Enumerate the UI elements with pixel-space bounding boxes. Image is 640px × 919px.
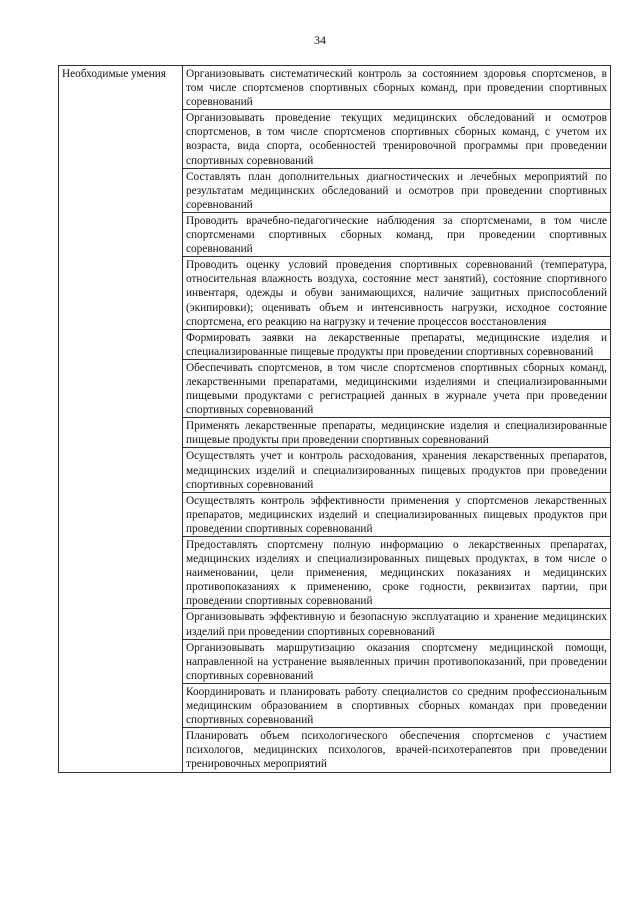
skill-item: Координировать и планировать работу специалистов со средним профессиональным медицинским образованием в спортивных сборных командах при проведении спортивных соревнований: [183, 683, 611, 727]
skill-item: Организовывать эффективную и безопасную эксплуатацию и хранение медицинских изделий при проведении спортивных соревнований: [183, 609, 611, 639]
skill-item: Обеспечивать спортсменов, в том числе спортсменов спортивных сборных команд, лекарственными препаратами, медицинскими изделиями и специализированными пищевыми продуктами с регистрацией данных в журнале учета при проведении спортивных соревнований: [183, 359, 611, 417]
table-row: [59, 66, 611, 110]
row-label: Необходимые умения: [59, 66, 183, 773]
skill-item: Организовывать проведение текущих медицинских обследований и осмотров спортсменов, в том числе спортсменов спортивных сборных команд, с учетом их возраста, вида спорта, особенностей тренировочной программы при проведении спортивных соревнований: [183, 110, 611, 168]
skill-item: Формировать заявки на лекарственные препараты, медицинские изделия и специализированные пищевые продукты при проведении спортивных соревнований: [183, 329, 611, 359]
skill-item: Проводить оценку условий проведения спортивных соревнований (температура, относительная влажность воздуха, состояние мест занятий), состояние спортивного инвентаря, одежды и обуви занимающихся, наличие защитных приспособлений (экипировки); оценивать объем и интенсивность нагрузки, исходное состояние спортсмена, его реакцию на нагрузку и течение процессов восстановления: [183, 257, 611, 329]
skills-table: [58, 65, 611, 773]
skill-item: Осуществлять учет и контроль расходования, хранения лекарственных препаратов, медицинских изделий и специализированных пищевых продуктов при проведении спортивных соревнований: [183, 448, 611, 492]
page-number: 34: [314, 33, 326, 47]
skill-item: Составлять план дополнительных диагностических и лечебных мероприятий по результатам медицинских обследований и осмотров при проведении спортивных соревнований: [183, 168, 611, 212]
skill-item: Осуществлять контроль эффективности применения у спортсменов лекарственных препаратов, медицинских изделий и специализированных пищевых продуктов при проведении спортивных соревнований: [183, 492, 611, 536]
skill-item: Организовывать маршрутизацию оказания спортсмену медицинской помощи, направленной на устранение выявленных причин противопоказаний, при проведении спортивных соревнований: [183, 639, 611, 683]
skill-item: Организовывать систематический контроль за состоянием здоровья спортсменов, в том числе спортсменов спортивных сборных команд, при проведении спортивных соревнований: [183, 66, 611, 110]
skill-item: Применять лекарственные препараты, медицинские изделия и специализированные пищевые продукты при проведении спортивных соревнований: [183, 418, 611, 448]
skill-item: Планировать объем психологического обеспечения спортсменов с участием психологов, медицинских психологов, врачей-психотерапевтов при проведении тренировочных мероприятий: [183, 728, 611, 772]
skill-item: Проводить врачебно-педагогические наблюдения за спортсменами, в том числе спортсменами спортивных сборных команд, при проведении спортивных соревнований: [183, 212, 611, 256]
skill-item: Предоставлять спортсмену полную информацию о лекарственных препаратах, медицинских изделиях и специализированных пищевых продуктах, в том числе о наименовании, цели применения, медицинских показаниях и медицинских противопоказаниях к применению, сроке годности, реквизитах партии, при проведении спортивных соревнований: [183, 537, 611, 609]
